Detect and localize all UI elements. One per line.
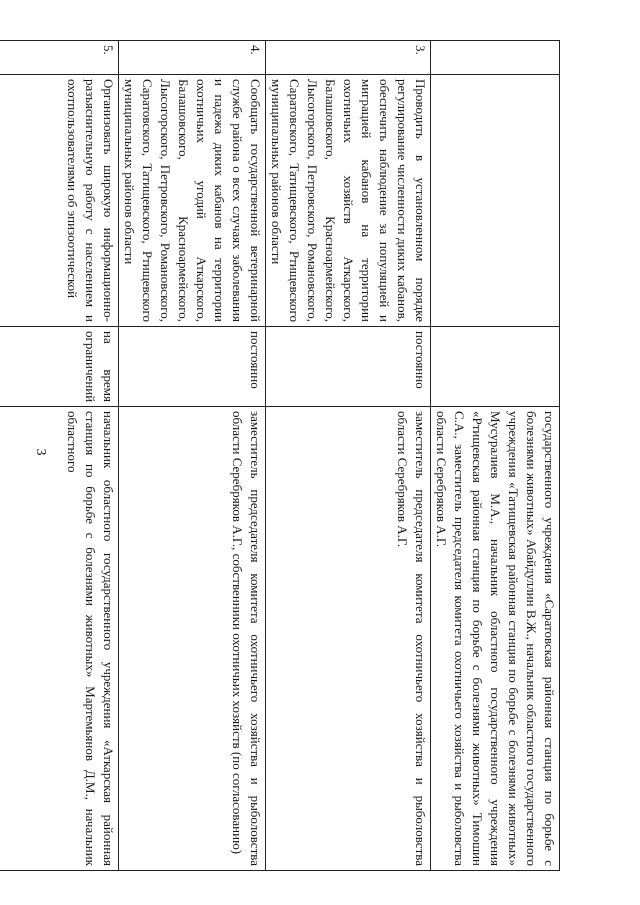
action-cell: Организовать широкую информационно-разъяснительную работу с населением и охотпользователями об эпизоотической	[0, 75, 119, 327]
term-cell: на время ограничений	[0, 327, 119, 407]
measures-table	[0, 40, 560, 871]
responsible-cell: начальник областного государственного учреждения «Аткарская районная станция по борьбе с болезнями животных» Мартемьянов Д.М., начальник областного	[0, 407, 119, 871]
table-row-continuation	[431, 41, 560, 871]
rotated-table-container	[65, 40, 560, 870]
row-number-cell	[431, 41, 560, 75]
row-number-cell: 4.	[119, 41, 266, 75]
page-number: 3	[33, 448, 48, 456]
action-cell: Проводить в установленном порядке регулирование численности диких кабанов, обеспечить наблюдение за популяцией и миграцией кабанов на территории охотничьих хозяйств Аткарского, Балашовского, Красноармейского, Лысогорского, Петровского, Романовского, Саратовского, Татищевского, Ртищевского муниципальных районов области	[266, 75, 431, 327]
responsible-cell: заместитель председателя комитета охотничьего хозяйства и рыболовства области Серебряков А.Г., собственники охотничьих хозяйств (по согласованию)	[119, 407, 266, 871]
row-number-cell: 5.	[0, 41, 119, 75]
term-cell: постоянно	[266, 327, 431, 407]
row-number-cell: 3.	[266, 41, 431, 75]
responsible-cell: государственного учреждения «Саратовская районная станция по борьбе с болезнями животных» Абайдуллин В.Ж., начальник областного государственного учреждения «Татищевская районная станция по борьбе с болезнями животных» Мусуралиев М.А., начальник областного государственного учреждения «Ртищевская районная станция по борьбе с болезнями животных» Тимошин С.А., заместитель председателя комитета охотничьего хозяйства и рыболовства области Серебряков А.Г.	[431, 407, 560, 871]
term-cell: постоянно	[119, 327, 266, 407]
table-row-3	[266, 41, 431, 871]
table-row-5	[0, 41, 119, 871]
term-cell	[431, 327, 560, 407]
action-cell: Сообщать государственной ветеринарной службе района о всех случаях заболевания и падежа диких кабанов на территории охотничьих угодий Аткарского, Балашовского, Красноармейского, Лысогорского, Петровского, Романовского, Саратовского, Татищевского, Ртищевского муниципальных районов области	[119, 75, 266, 327]
table-row-4	[119, 41, 266, 871]
responsible-cell: заместитель председателя комитета охотничьего хозяйства и рыболовства области Серебряков А.Г.	[266, 407, 431, 871]
action-cell	[431, 75, 560, 327]
